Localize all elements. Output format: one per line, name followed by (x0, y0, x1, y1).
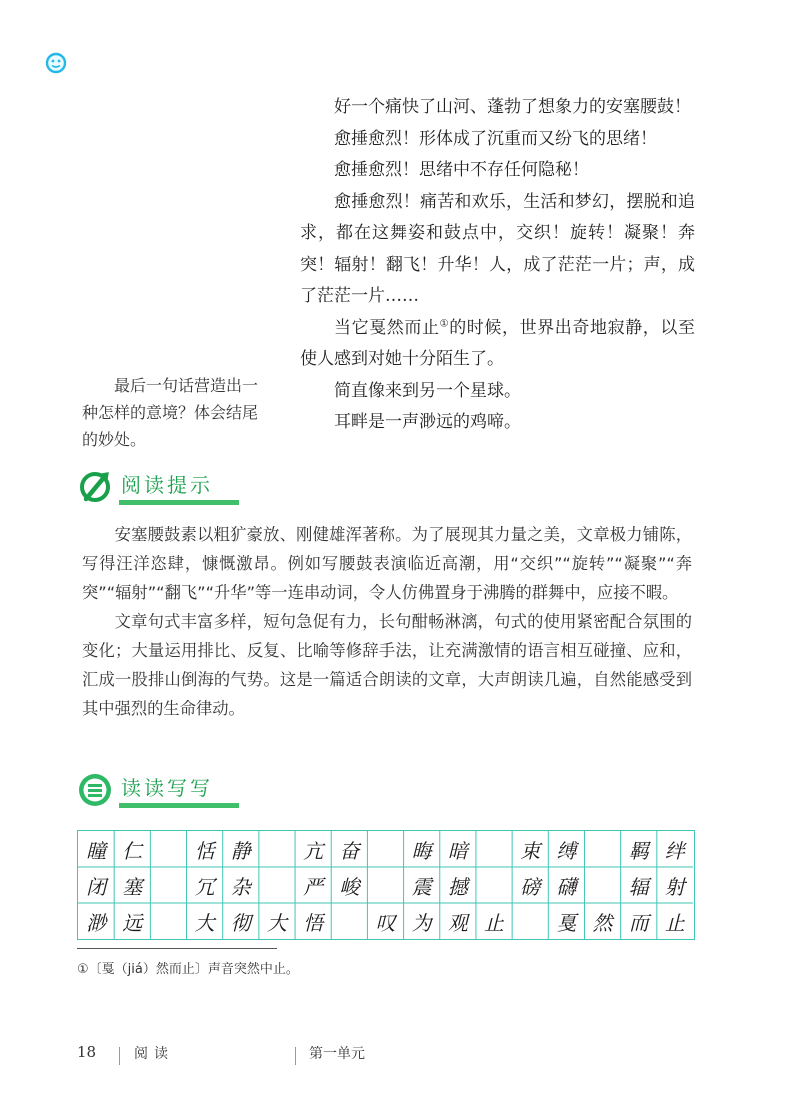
reading-hint-body (82, 520, 692, 723)
grid-cell: 悟 (303, 910, 324, 935)
text-span: 的时候，世界出奇地寂静，以至使人感到对她十分陌生了。 (300, 317, 696, 369)
grid-cell (259, 831, 295, 867)
grid-cell (150, 831, 186, 867)
paragraph: 耳畔是一声渺远的鸡啼。 (334, 412, 521, 432)
grid-cell: 缚 (556, 838, 577, 863)
grid-cell: 磅 (520, 874, 541, 899)
grid-cell: 止 (664, 910, 685, 935)
grid-cell (584, 867, 620, 903)
grid-cell: 止 (484, 910, 505, 935)
paragraph: 好一个痛快了山河、蓬勃了想象力的安塞腰鼓！ (334, 97, 691, 117)
grid-cell (259, 867, 295, 903)
text-span: 当它戛然而止 (334, 317, 440, 338)
paragraph: 愈捶愈烈！思绪中不存任何隐秘！ (334, 160, 589, 180)
grid-cell: 大 (194, 910, 215, 935)
grid-cell: 而 (628, 910, 649, 935)
grid-cell (367, 867, 403, 903)
smiley-icon (45, 52, 67, 74)
grid-cell: 亢 (303, 838, 324, 863)
grid-cell: 仁 (122, 838, 143, 863)
grid-cell: 绊 (664, 838, 685, 863)
grid-cell: 束 (520, 838, 541, 863)
grid-cell (584, 831, 620, 867)
footer-divider (119, 1047, 120, 1065)
grid-cell: 彻 (230, 910, 251, 935)
book-title: 阅读 (134, 1046, 174, 1062)
footer-divider (295, 1047, 296, 1065)
read-write-header (77, 773, 239, 807)
grid-cell: 恬 (194, 838, 215, 863)
grid-cell: 礴 (556, 874, 577, 899)
grid-cell: 瞳 (86, 838, 107, 863)
page-footer (77, 1043, 717, 1065)
list-badge-icon (77, 772, 113, 808)
reading-hint-header (77, 470, 239, 504)
grid-cell: 暗 (447, 838, 468, 863)
grid-cell: 严 (303, 874, 324, 899)
footnote-marker[interactable]: ① (439, 317, 450, 329)
reading-hint-title: 阅读提示 (119, 470, 239, 505)
grid-cell: 辐 (628, 874, 649, 899)
grid-cell (150, 903, 186, 939)
grid-cell: 大 (266, 910, 287, 935)
unit-title: 第一单元 (309, 1046, 365, 1062)
grid-cell: 叹 (375, 910, 396, 935)
grid-cell: 射 (664, 874, 685, 899)
grid-cell: 杂 (230, 874, 251, 899)
grid-cell: 为 (411, 910, 432, 935)
grid-cell (367, 831, 403, 867)
grid-characters (78, 831, 693, 939)
grid-cell: 远 (122, 910, 143, 935)
paragraph: 愈捶愈烈！痛苦和欢乐，生活和梦幻，摆脱和追求，都在这舞姿和鼓点中，交织！旋转！凝聚！奔突！辐射！翻飞！升华！人，成了茫茫一片；声，成了茫茫一片…… (300, 191, 695, 306)
grid-cell (476, 831, 512, 867)
paragraph: 愈捶愈烈！形体成了沉重而又纷飞的思绪！ (334, 128, 657, 149)
grid-cell: 冗 (194, 874, 215, 899)
grid-cell: 峻 (339, 874, 360, 899)
paragraph (300, 313, 695, 376)
grid-cell: 撼 (447, 874, 468, 899)
side-note (82, 372, 272, 453)
reading-hint-icon (77, 469, 113, 505)
side-note-text: 最后一句话营造出一种怎样的意境？体会结尾的妙处。 (82, 376, 259, 449)
grid-cell: 闭 (86, 874, 107, 899)
grid-cell: 羁 (628, 838, 649, 863)
grid-cell (512, 903, 548, 939)
grid-cell: 然 (592, 910, 613, 935)
paragraph: 文章句式丰富多样，短句急促有力，长句酣畅淋漓，句式的使用紧密配合氛围的变化；大量运用排比、反复、比喻等修辞手法，让充满激情的语言相互碰撞、应和，汇成一股排山倒海的气势。这是一篇适合朗读的文章，大声朗读几遍，自然能感受到其中强烈的生命律动。 (82, 612, 692, 718)
character-grid (77, 830, 695, 940)
grid-cell (150, 867, 186, 903)
grid-cell: 塞 (122, 874, 143, 899)
grid-cell: 震 (411, 874, 432, 899)
grid-cell: 晦 (411, 838, 432, 863)
grid-cell: 观 (447, 910, 468, 935)
main-text (300, 92, 695, 439)
paragraph: 安塞腰鼓素以粗犷豪放、刚健雄浑著称。为了展现其力量之美，文章极力铺陈，写得汪洋恣肆，慷慨激昂。例如写腰鼓表演临近高潮，用“交织”“旋转”“凝聚”“奔突”“辐射”“翻飞”“升华”等一连串动词，令人仿佛置身于沸腾的群舞中，应接不暇。 (82, 525, 692, 602)
grid-cell (331, 903, 367, 939)
grid-cell: 静 (230, 838, 251, 863)
grid-cell: 奋 (339, 838, 360, 863)
read-write-title: 读读写写 (119, 773, 239, 808)
paragraph: 简直像来到另一个星球。 (334, 380, 521, 401)
grid-cell: 渺 (86, 910, 107, 935)
footnote: ①〔戛（jiá）然而止〕声音突然中止。 (77, 962, 299, 977)
grid-cell (476, 867, 512, 903)
footnote-divider (77, 948, 277, 949)
page-number: 18 (77, 1043, 97, 1061)
grid-cell: 戛 (556, 910, 577, 935)
